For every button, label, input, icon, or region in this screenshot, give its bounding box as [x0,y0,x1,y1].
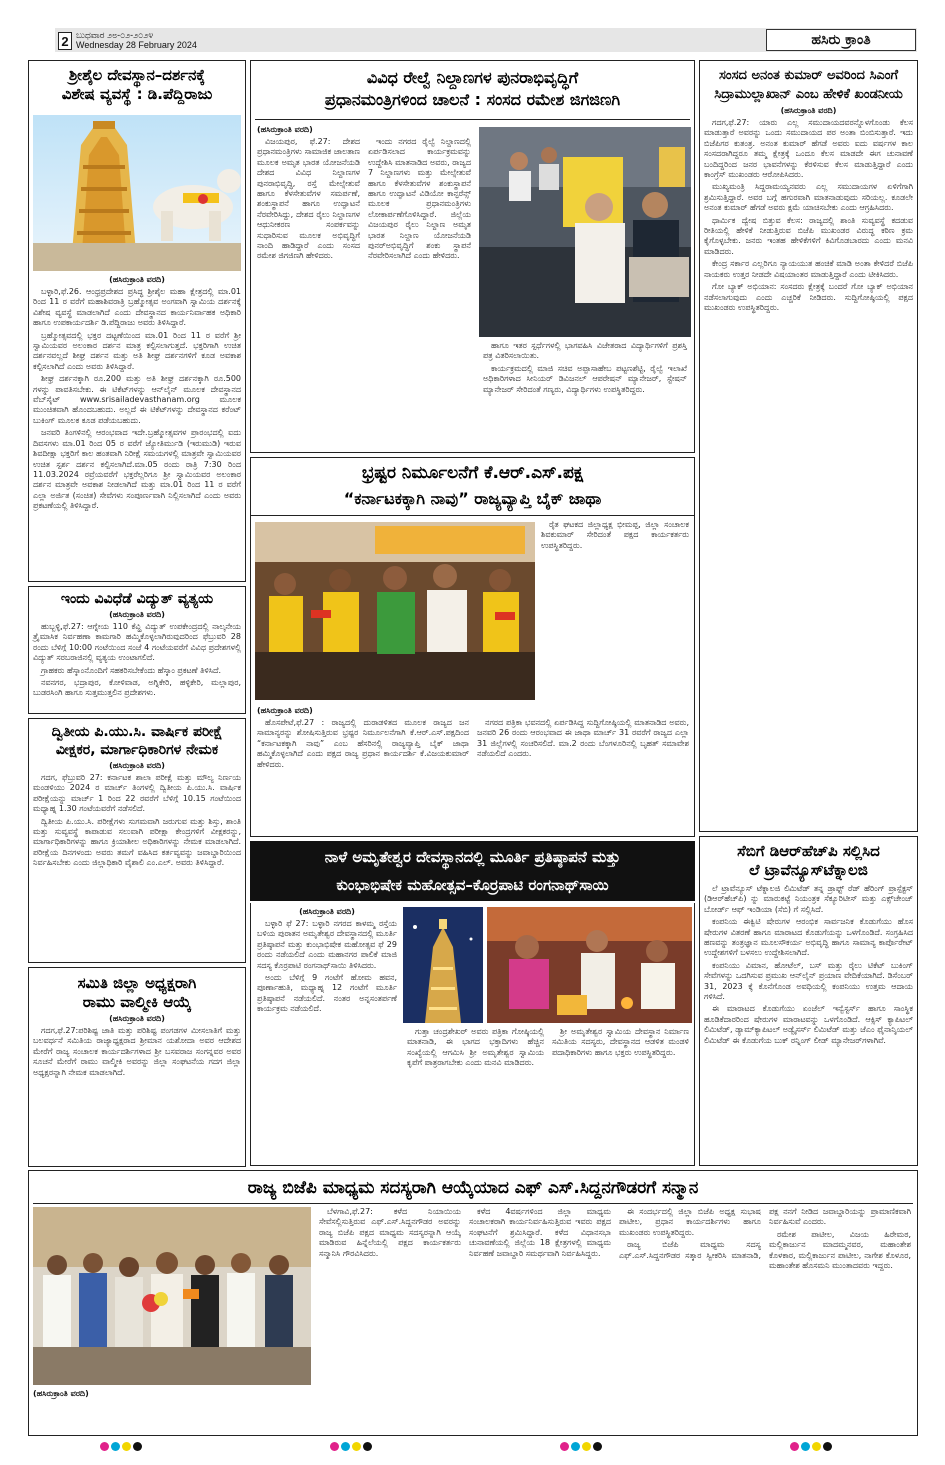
krs-body-right [537,520,693,553]
section-title: ಹಸಿರು ಕ್ರಾಂತಿ [766,29,916,51]
puc-credit: (ಹಸಿರುಕ್ರಾಂತಿ ವರದಿ) [109,761,165,770]
travel-body [700,884,917,1046]
registration-dot [352,1442,361,1451]
paragraph: ಗದಗ,ಫೆ.27: ಯಾರು ಎಲ್ಲ ಸಮುದಾಯದವರನ್ನೊಳಗೊಂಡು ಕೆಲಸ ಮಾಡುತ್ತಾರೆ ಅವರನ್ನು ಒಂದು ಸಮುದಾಯದ ಪರ ಅಂತಾ ಬಿಂಬಿಸುತ್ತಾರೆ. ಇದು ಬಿಜೆಪಿಗರ ಕುತಂತ್ರ. ಅನಂತ ಕುಮಾರ್ ಹೆಗಡೆ ಅವರು ಐದು ವರ್ಷಗಳ ಕಾಲ ಸಂಸದರಾಗಿದ್ದರೂ ತಮ್ಮ ಕ್ಷೇತ್ರಕ್ಕೆ ಒಂದೂ ಕೆಲಸ ಮಾಡದೇ ಈಗ ಚುನಾವಣೆ ಬಂದಿದ್ದರಿಂದ ಜನರ ಭಾವನೆಗಳನ್ನು ಕೆರಳಿಸುವ ಕೆಲಸ ಮಾಡುತ್ತಿದ್ದಾರೆ ಎಂದು ಕಾಂಗ್ರೆಸ್ ಮುಖಂಡರು ಆರೋಪಿಸಿದರು. [704,118,913,180]
railway-event-photo [479,127,691,337]
registration-dot [122,1442,131,1451]
paragraph: ಬಳ್ಳಾರಿ ಫೆ 27: ಬಳ್ಳಾರಿ ನಗರದ ಕಾಳಮ್ಮ ರಸ್ತೆಯ ಬಳಿಯ ಪುರಾತನ ಅಮೃತೇಶ್ವರ ದೇವಸ್ಥಾನದಲ್ಲಿ ಮೂರ್ತಿ ಪ್ರತಿಷ್ಠಾಪನೆ ಮತ್ತು ಕುಂಭಾಭಿಷೇಕ ಮಹೋತ್ಸವ ಫೆ 29 ರಂದು ನಡೆಯಲಿದೆ ಎಂದು ಮಹಾನಗರ ಪಾಲಿಕೆ ಮಾಜಿ ಸದಸ್ಯ ಕೊರ್ರಪಾಟಿ ರಂಗನಾಥ್‌ಸಾಯಿ ತಿಳಿಸಿದರು. [257,919,397,970]
paragraph: ಗದಗ, ಫೆಬ್ರುವರಿ 27: ಕರ್ನಾಟಕ ಶಾಲಾ ಪರೀಕ್ಷೆ ಮತ್ತು ಮೌಲ್ಯ ನಿರ್ಣಯ ಮಂಡಳಿಯು 2024 ರ ಮಾರ್ಚ್ ತಿಂಗಳಲ್ಲಿ ದ್ವಿತೀಯ ಪಿ.ಯು.ಸಿ. ವಾರ್ಷಿಕ ಪರೀಕ್ಷೆಯನ್ನು ಮಾರ್ಚ್ 1 ರಿಂದ 22 ರವರೆಗೆ ಬೆಳಿಗ್ಗೆ 10.15 ಗಂಟೆಯಿಂದ ಮಧ್ಯಾಹ್ನ 1.30 ಗಂಟೆಯವರೆಗೆ ನಡೆಸಲಿದೆ. [33,773,241,814]
article-travel-tech [699,836,918,1166]
travel-headline-1: ಸೆಬಿಗೆ ಡಿಆರ್‌ಹೆಚ್‌ಪಿ ಸಲ್ಲಿಸಿದ [737,842,880,860]
krs-credit: (ಹಸಿರುಕ್ರಾಂತಿ ವರದಿ) [257,706,313,715]
railway-body [253,137,475,449]
paragraph: ರಮೇಶ ಪಾಟೀಲ, ವಿಜಯ ಹಿರೇಮಠ, ಮಲ್ಲಿಕಾರ್ಜುನ ಮಾದಮ್ಮನವರ, ಮಹಾಂತೇಶ ಕೊಳಕಾರ, ಮಲ್ಲಿಕಾರ್ಜುನ ಪಾಟೀಲ, ನಾಗೇಶ ಕೊಳೂರ, ಮಹಾಂತೇಶ ಹೊಸಮನಿ ಮುಂತಾದವರು ಇದ್ದರು. [769,1229,911,1271]
registration-dot [330,1442,339,1451]
registration-dot [582,1442,591,1451]
paragraph: ಬಳ್ಳಾರಿ,ಫೆ.26. ಆಂಧ್ರಪ್ರದೇಶದ ಪ್ರಸಿದ್ಧ ಶ್ರೀಶೈಲ ಮಹಾ ಕ್ಷೇತ್ರದಲ್ಲಿ ಮಾ.01 ರಿಂದ 11 ರ ವರೆಗೆ ಮಹಾಶಿವರಾತ್ರಿ ಬ್ರಹ್ಮೋತ್ಸವ ಅಂಗವಾಗಿ ಸ್ವಾಮಿಯ ದರ್ಶನಕ್ಕೆ ವಿಶೇಷ ವ್ಯವಸ್ಥೆ ಮಾಡಲಾಗಿದೆ ಎಂದು ದೇವಸ್ಥಾನದ ಕಾರ್ಯನಿರ್ವಾಹಕ ಅಧಿಕಾರಿ ಹಾಗೂ ಉಪಕಾರ್ಯದರ್ಶಿ ಡಿ.ಪೆದ್ದಿರಾಜು ಅವರು ತಿಳಿಸಿದ್ದಾರೆ. [33,287,241,328]
article-amruteshwara [250,903,695,1166]
paragraph: ರಾಜ್ಯ ಬಿಜೆಪಿ ಮಾಧ್ಯಮ ಸದಸ್ಯ ಎಫ್.ಎಸ್.ಸಿದ್ದನಗೌಡರ ಸತ್ಕಾರ ಸ್ವೀಕರಿಸಿ ಮಾತನಾಡಿ, ಪಕ್ಷ ನನಗೆ ನೀಡಿದ ಜವಾಬ್ದಾರಿಯನ್ನು ಪ್ರಾಮಾಣಿಕವಾಗಿ ನಿರ್ವಹಿಸುವೆ ಎಂದರು. [619,1207,911,1260]
divider [33,1203,913,1204]
registration-dot [363,1442,372,1451]
amruteshwara-body-right [403,1027,693,1161]
travel-headline-2: ಲೆ ಟ್ರಾವೆನ್ಯೂಸ್‌ಟೆಕ್ನಾಲಜಿ [749,861,868,879]
amruteshwara-headline-1: ನಾಳೆ ಅಮೃತೇಶ್ವರ ದೇವಸ್ಥಾನದಲ್ಲಿ ಮೂರ್ತಿ ಪ್ರತಿಷ್ಠಾಪನೆ ಮತ್ತು [324,848,621,866]
power-credit: (ಹಸಿರುಕ್ರಾಂತಿ ವರದಿ) [109,610,165,619]
temple-night-photo [403,907,483,1023]
puc-body [29,773,245,869]
bjp-body [315,1207,915,1431]
paragraph: ವಿಜಯಪುರ, ಫೆ.27: ದೇಶದ ಪ್ರಧಾನಮಂತ್ರಿಗಳು ಸಾಮಾಜಿಕ ಜಾಲತಾಣ ಮೂಲಕ ಅಮೃತ ಭಾರತ ಯೋಜನೆಯಡಿ ದೇಶದ ವಿವಿಧ ನಿಲ್ದಾಣಗಳ ಪುನರಾಭಿವೃದ್ಧಿ, ರಸ್ತೆ ಮೇಲ್ಸೇತುವೆ ಹಾಗೂ ಕೆಳಸೇತುವೆಗಳ ಸಮರ್ಪಣೆ, ಶಂಕುಸ್ಥಾಪನೆ ಹಾಗೂ ಉದ್ಘಾಟನೆ ನೆರವೇರಿಸಿದ್ದು, ದೇಶದ ರೈಲು ನಿಲ್ದಾಣಗಳ ಆಧುನೀಕರಣ ಸಂಪರ್ಕವನ್ನು ಸುಧಾರಿಸುವ ಮೂಲಕ ಅಭಿವೃದ್ಧಿಗೆ ನಾಂದಿ ಹಾಡಿದ್ದಾರೆ ಎಂದು ಸಂಸದ ರಮೇಶ ಜಿಗಜಿಣಗಿ ಹೇಳಿದರು. [257,137,360,261]
samiti-body [29,1026,245,1078]
mp-credit: (ಹಸಿರುಕ್ರಾಂತಿ ವರದಿ) [780,106,837,115]
srisailam-headline-1: ಶ್ರೀಶೈಲ ದೇವಸ್ಥಾನ–ದರ್ಶನಕ್ಕೆ [68,66,206,84]
samiti-headline-1: ಸಮಿತಿ ಜಿಲ್ಲಾ ಅಧ್ಯಕ್ಷರಾಗಿ [77,974,197,992]
page-number: 2 [58,32,72,50]
paragraph: ಗ್ರಾಹಕರು ಹೆಸ್ಕಾಂನೊಂದಿಗೆ ಸಹಕರಿಸಬೇಕೆಂದು ಹೆಸ್ಕಾಂ ಪ್ರಕಟಣೆ ತಿಳಿಸಿದೆ. [41,665,221,675]
registration-marks [100,1442,142,1451]
paragraph: ಗುತ್ತಾ ಚಂದ್ರಶೇಖರ್ ಅವರು ಪತ್ರಿಕಾ ಗೋಷ್ಠಿಯಲ್ಲಿ ಮಾತನಾಡಿ, ಈ ಭಾಗದ ಭಕ್ತಾದಿಗಳು ಹೆಚ್ಚಿನ ಸಂಖ್ಯೆಯಲ್ಲಿ ಆಗಮಿಸಿ ಶ್ರೀ ಅಮೃತೇಶ್ವರ ಸ್ವಾಮಿಯ ಕೃಪೆಗೆ ಪಾತ್ರರಾಗಬೇಕು ಎಂದು ಮನವಿ ಮಾಡಿದರು. [407,1027,544,1068]
paragraph: ಕಂಪನಿಯ ಈಕ್ವಿಟಿ ಷೇರುಗಳ ಆರಂಭಿಕ ಸಾರ್ವಜನಿಕ ಕೊಡುಗೆಯು ಹೊಸ ಷೇರುಗಳ ವಿತರಣೆ ಹಾಗೂ ಮಾರಾಟದ ಕೊಡುಗೆಯನ್ನು ಒಳಗೊಂಡಿದೆ. ಸಂಗ್ರಹಿಸಿದ ಹಣವನ್ನು ತಂತ್ರಜ್ಞಾನ ಮೂಲಸೌಕರ್ಯ ಅಭಿವೃದ್ಧಿ ಹಾಗೂ ಸಾಮಾನ್ಯ ಕಾರ್ಪೊರೇಟ್ ಉದ್ದೇಶಗಳಿಗೆ ಬಳಸಲು ಉದ್ದೇಶಿಸಲಾಗಿದೆ. [704,917,913,958]
railway-headline-1: ವಿವಿಧ ರೇಲ್ವೆ ನಿಲ್ದಾಣಗಳ ಪುನರಾಭಿವೃದ್ಧಿಗೆ [366,68,579,87]
registration-dot [812,1442,821,1451]
felicitation-photo [33,1207,311,1385]
bjp-headline: ರಾಜ್ಯ ಬಿಜೆಪಿ ಮಾಧ್ಯಮ ಸದಸ್ಯರಾಗಿ ಆಯ್ಕೆಯಾದ ಎಫ್ ಎಸ್.ಸಿದ್ದನಗೌಡರಗೆ ಸನ್ಮಾನ [247,1178,699,1198]
paragraph: ನವನಗರ, ಭದ್ರಾಪುರ, ಕೋಳಿವಾಡ, ಅಗ್ನಿಕೇರಿ, ಹಳ್ಳಿಕೇರಿ, ಮಲ್ಲಾಪುರ, ಬುಡರಸಿಂಗಿ ಹಾಗೂ ಸುತ್ತಮುತ್ತಲಿನ ಪ್ರದೇಶಗಳು. [33,678,241,698]
paragraph: ಬ್ರಹ್ಮೋತ್ಸವದಲ್ಲಿ ಭಕ್ತರ ದಟ್ಟಣೆಯಿಂದ ಮಾ.01 ರಿಂದ 11 ರ ವರೆಗೆ ಶ್ರೀ ಸ್ವಾಮಿಯವರ ಅಲಂಕಾರ ದರ್ಶನ ಮಾತ್ರ ಕಲ್ಪಿಸಲಾಗುತ್ತದೆ. ಭಕ್ತರಿಗಾಗಿ ಉಚಿತ ದರ್ಶನವಲ್ಲದೆ ಶೀಘ್ರ ದರ್ಶನ ಮತ್ತು ಅತಿ ಶೀಘ್ರ ದರ್ಶನಗಳಿಗೆ ಕೂಡ ಅವಕಾಶ ಕಲ್ಪಿಸಲಾಗಿದೆ ಎಂದು ಅವರು ತಿಳಿಸಿದ್ದಾರೆ. [33,330,241,371]
article-mp-statement [699,60,918,832]
article-krs [250,457,695,837]
registration-dot [100,1442,109,1451]
registration-dot [571,1442,580,1451]
paragraph: ಇಂದು ನಗರದ ರೈಲ್ವೆ ನಿಲ್ದಾಣದಲ್ಲಿ ಏರ್ಪಡಿಸಲಾದ ಕಾರ್ಯಕ್ರಮವನ್ನು ಉದ್ದೇಶಿಸಿ ಮಾತನಾಡಿದ ಅವರು, ರಾಜ್ಯದ 7 ನಿಲ್ದಾಣಗಳು ಮತ್ತು ಮೇಲ್ಸೇತುವೆ ಹಾಗೂ ಕೆಳಸೇತುವೆಗಳ ಶಂಕುಸ್ಥಾಪನೆ ಹಾಗೂ ಉದ್ಘಾಟನೆ ವಿಡಿಯೋ ಕಾನ್ಫರೆನ್ಸ್ ಮೂಲಕ ಪ್ರಧಾನಮಂತ್ರಿಗಳು ಲೋಕಾರ್ಪಣೆಗೊಳಿಸಿದ್ದಾರೆ. ಜಿಲ್ಲೆಯ ವಿಜಯಪುರ ರೈಲು ನಿಲ್ದಾಣ ಅಮೃತ ಭಾರತ ನಿಲ್ದಾಣ ಯೋಜನೆಯಡಿ ಪುನರ್‌ಅಭಿವೃದ್ಧಿಗೆ ಶಂಕು ಸ್ಥಾಪನೆ ನೆರವೇರಿಸಲಾಗಿದೆ ಎಂದು ಹೇಳಿದರು. [368,137,471,261]
paragraph: ಈ ಮಾರಾಟದ ಕೊಡುಗೆಯು ಏಂಜೆಲ್ ಇನ್ವೆಸ್ಟರ್ಸ್ ಹಾಗೂ ಸಾಂಸ್ಥಿಕ ಹೂಡಿಕೆದಾರರಿಂದ ಷೇರುಗಳ ಮಾರಾಟವನ್ನು ಒಳಗೊಂಡಿದೆ. ಆಕ್ಸಿಸ್ ಕ್ಯಾಪಿಟಲ್ ಲಿಮಿಟೆಡ್, ಡ್ಯಾಮ್‌ಕ್ಯಾಪಿಟಲ್ ಅಡ್ವೈಸರ್ಸ್ ಲಿಮಿಟೆಡ್ ಮತ್ತು ಜೆಎಂ ಫೈನಾನ್ಶಿಯಲ್ ಲಿಮಿಟೆಡ್ ಈ ಕೊಡುಗೆಯ ಬುಕ್ ರನ್ನಿಂಗ್ ಲೀಡ್ ಮ್ಯಾನೇಜರ್‌ಗಳಾಗಿವೆ. [704,1004,913,1045]
registration-dot [593,1442,602,1451]
paragraph: ಗದಗ,ಫೆ.27:ಪರಿಶಿಷ್ಟ ಜಾತಿ ಮತ್ತು ಪರಿಶಿಷ್ಟ ಪಂಗಡಗಳ ಮೀಸಲಾತಿಗೆ ಮತ್ತು ಬಲವರ್ಧನೆ ಸಮಿತಿಯ ರಾಜ್ಯಾಧ್ಯಕ್ಷರಾದ ಶ್ರೀಮಾನ ಯಶೋದಾ ಅವರ ಆದೇಶದ ಮೇರೆಗೆ ರಾಜ್ಯ ಸಂಚಾಲಕ ಕಾರ್ಯದರ್ಶಿಗಳಾದ ಶ್ರೀ ಬಸವರಾಜ ಸಂಗನ್ನವರ ಅವರ ಸೂಚನೆ ಮೇರೆಗೆ ರಾಮು ವಾಲ್ಮೀಕಿ ಅವರನ್ನು ಜಿಲ್ಲಾ ಸಂಘಟನೆಯ ಗದಗ ಜಿಲ್ಲಾ ಅಧ್ಯಕ್ಷರನ್ನಾಗಿ ನೇಮಕ ಮಾಡಲಾಗಿದೆ. [33,1026,241,1077]
amruteshwara-body [253,919,401,1015]
paragraph: ದ್ವಿತೀಯ ಪಿ.ಯು.ಸಿ. ಪರೀಕ್ಷೆಗಳು ಸುಗಮವಾಗಿ ಜರುಗುವ ಮತ್ತು ಶಿಸ್ತು, ಶಾಂತಿ ಮತ್ತು ಸುವ್ಯವಸ್ಥೆ ಕಾಪಾಡುವ ಸಲುವಾಗಿ ಪರೀಕ್ಷಾ ಕೇಂದ್ರಗಳಿಗೆ ವೀಕ್ಷಕರನ್ನು, ಮಾರ್ಗಾಧಿಕಾರಿಗಳನ್ನು ಹಾಗೂ ಕ್ರಿಯಾಶೀಲ ಅಧಿಕಾರಿಗಳನ್ನು ನೇಮಕ ಮಾಡಲಾಗಿದೆ. ಪರೀಕ್ಷೆಯ ದಿನಗಳಂದು ಅವರು ತಮಗೆ ವಹಿಸಿದ ಕರ್ತವ್ಯವನ್ನು ಜವಾಬ್ದಾರಿಯಿಂದ ನಿರ್ವಹಿಸಬೇಕು ಎಂದು ಜಿಲ್ಲಾಧಿಕಾರಿ ವೈಶಾಲಿ ಎಂ.ಎಲ್. ಅವರು ತಿಳಿಸಿದ್ದಾರೆ. [33,816,241,868]
paragraph: ಶ್ರೀ ಅಮೃತೇಶ್ವರ ಸ್ವಾಮಿಯ ದೇವಸ್ಥಾನ ನಿರ್ಮಾಣ ಸಮಿತಿಯ ಸದಸ್ಯರು, ದೇವಸ್ಥಾನದ ಆಡಳಿತ ಮಂಡಳಿ ಪದಾಧಿಕಾರಿಗಳು ಹಾಗೂ ಭಕ್ತರು ಉಪಸ್ಥಿತರಿದ್ದರು. [552,1027,689,1057]
krs-headline-2: “ಕರ್ನಾಟಕಕ್ಕಾಗಿ ನಾವು” ರಾಜ್ಯವ್ಯಾಪ್ತಿ ಬೈಕ್ ಜಾಥಾ [343,489,602,508]
bjp-credit: (ಹಸಿರುಕ್ರಾಂತಿ ವರದಿ) [33,1389,89,1398]
samiti-headline-2: ರಾಮು ವಾಲ್ಮೀಕಿ ಆಯ್ಕೆ [82,993,192,1011]
power-body [29,622,245,699]
dateline [76,30,197,50]
srisailam-body [29,287,245,512]
article-power-cut [28,586,246,714]
pooja-ceremony-photo [487,907,692,1023]
mp-headline: ಸಂಸದ ಅನಂತ ಕುಮಾರ್ ಅವರಿಂದ ಸಿಎಂಗೆ ಸಿದ್ರಾಮುಲ್ಲಾಖಾನ್ ಎಂಬ ಹೇಳಿಕೆ ಖಂಡನೀಯ [714,68,903,102]
samiti-credit: (ಹಸಿರುಕ್ರಾಂತಿ ವರದಿ) [109,1014,165,1023]
paragraph: ಗೋ ಬ್ಯಾಕ್ ಅಭಿಯಾನ: ಸಂಸದರು ಕ್ಷೇತ್ರಕ್ಕೆ ಬಂದರೆ ಗೋ ಬ್ಯಾಕ್ ಅಭಿಯಾನ ನಡೆಸಲಾಗುವುದು ಎಂದು ಎಚ್ಚರಿಕೆ ನೀಡಿದರು. ಸುದ್ದಿಗೋಷ್ಠಿಯಲ್ಲಿ ಪಕ್ಷದ ಮುಖಂಡರು ಉಪಸ್ಥಿತರಿದ್ದರು. [704,282,913,312]
railway-credit: (ಹಸಿರುಕ್ರಾಂತಿ ವರದಿ) [257,125,313,134]
paragraph: ನಗರದ ಪತ್ರಿಕಾ ಭವನದಲ್ಲಿ ಏರ್ಪಡಿಸಿದ್ದ ಸುದ್ದಿಗೋಷ್ಠಿಯಲ್ಲಿ ಮಾತನಾಡಿದ ಅವರು, ಜನವರಿ 26 ರಂದು ಆರಂಭವಾದ ಈ ಜಾಥಾ ಮಾರ್ಚ್ 31 ರವರೆಗೆ ರಾಜ್ಯದ ಎಲ್ಲಾ 31 ಜಿಲ್ಲೆಗಳಲ್ಲಿ ಸಂಚರಿಸಲಿದೆ. ಮಾ.2 ರಂದು ಬೆಂಗಳೂರಿನಲ್ಲಿ ಬೃಹತ್ ಸಮಾವೇಶ ನಡೆಯಲಿದೆ ಎಂದರು. [477,718,689,759]
paragraph: ಅಂದು ಬೆಳಿಗ್ಗೆ 9 ಗಂಟೆಗೆ ಹೋಮ ಹವನ, ಪೂರ್ಣಾಹುತಿ, ಮಧ್ಯಾಹ್ನ 12 ಗಂಟೆಗೆ ಮೂರ್ತಿ ಪ್ರತಿಷ್ಠಾಪನೆ ನಡೆಯಲಿದೆ. ನಂತರ ಅನ್ನಸಂತರ್ಪಣೆ ಕಾರ್ಯಕ್ರಮ ನಡೆಯಲಿದೆ. [257,973,397,1014]
paragraph: ಧಾರ್ಮಿಕ ದ್ವೇಷ ಬಿತ್ತುವ ಕೆಲಸ: ರಾಜ್ಯದಲ್ಲಿ ಶಾಂತಿ ಸುವ್ಯವಸ್ಥೆ ಕದಡುವ ರೀತಿಯಲ್ಲಿ ಹೇಳಿಕೆ ನೀಡುತ್ತಿರುವ ಬಿಜೆಪಿ ಮುಖಂಡರ ವಿರುದ್ಧ ಕಠಿಣ ಕ್ರಮ ಕೈಗೊಳ್ಳಬೇಕು. ಜನರು ಇಂತಹ ಹೇಳಿಕೆಗಳಿಗೆ ಕಿವಿಗೊಡಬಾರದು ಎಂದು ಮನವಿ ಮಾಡಿದರು. [704,215,913,256]
paragraph: ಲೆ ಟ್ರಾವೆನ್ಯೂಸ್ ಟೆಕ್ನಾಲಜಿ ಲಿಮಿಟೆಡ್ ತನ್ನ ಡ್ರಾಫ್ಟ್ ರೆಡ್ ಹೆರಿಂಗ್ ಪ್ರಾಸ್ಪೆಕ್ಟಸ್ (ಡಿಆರ್‌ಹೆಚ್‌ಪಿ) ನ್ನು ಮಾರುಕಟ್ಟೆ ನಿಯಂತ್ರಕ ಸೆಕ್ಯೂರಿಟೀಸ್ ಮತ್ತು ಎಕ್ಸ್‌ಚೇಂಜ್ ಬೋರ್ಡ್ ಆಫ್ ಇಂಡಿಯಾ (ಸೆಬಿ) ಗೆ ಸಲ್ಲಿಸಿದೆ. [704,884,913,914]
amruteshwara-headline-2: ಕುಂಭಾಭಿಷೇಕ ಮಹೋತ್ಸವ–ಕೊರ್ರಪಾಟಿ ರಂಗನಾಥ್‌ಸಾಯಿ [336,876,609,894]
registration-dot [133,1442,142,1451]
amruteshwara-banner [250,841,695,901]
date-kannada: ಬುಧವಾರ ೨೮-೦೨-೨೦೨೪ [76,30,154,40]
paragraph: ಶೀಘ್ರ ದರ್ಶನಕ್ಕಾಗಿ ರೂ.200 ಮತ್ತು ಅತಿ ಶೀಘ್ರ ದರ್ಶನಕ್ಕಾಗಿ ರೂ.500 ಗಳನ್ನು ಪಾವತಿಸಬೇಕು. ಈ ಟಿಕೆಟ್‌ಗಳನ್ನು ಆನ್‌ಲೈನ್ ಮೂಲಕ ದೇವಸ್ಥಾನದ ವೆಬ್‌ಸೈಟ್ www.srisailadevasthanam.org ಮೂಲಕ ಮುಂಚಿತವಾಗಿ ಹೊಂದಬಹುದು. ಅಲ್ಲದೆ ಈ ಟಿಕೆಟ್‌ಗಳನ್ನು ದೇವಸ್ಥಾನದ ಕರೆಂಟ್ ಬುಕಿಂಗ್ ಮೂಲಕ ಕೂಡ ಪಡೆಯಬಹುದು. [33,374,241,425]
mp-body [700,118,917,313]
article-puc-exam [28,718,246,963]
paragraph: ಕಂಪನಿಯು ವಿಮಾನ, ಹೋಟೆಲ್, ಬಸ್ ಮತ್ತು ರೈಲು ಟಿಕೆಟ್ ಬುಕಿಂಗ್ ಸೇವೆಗಳನ್ನು ಒದಗಿಸುವ ಪ್ರಮುಖ ಆನ್‌ಲೈನ್ ಪ್ರಯಾಣ ವೇದಿಕೆಯಾಗಿದೆ. ಡಿಸೆಂಬರ್ 31, 2023 ಕ್ಕೆ ಕೊನೆಗೊಂಡ ಅವಧಿಯಲ್ಲಿ ಕಂಪನಿಯು ಉತ್ತಮ ಆದಾಯ ಗಳಿಸಿದೆ. [704,960,913,1002]
paragraph: ಕಳೆದ 4ವರ್ಷಗಳಿಂದ ಜಿಲ್ಲಾ ಮಾಧ್ಯಮ ಸಂಚಾಲಕರಾಗಿ ಕಾರ್ಯನಿರ್ವಹಿಸುತ್ತಿರುವ ಇವರು ಪಕ್ಷದ ಸಂಘಟನೆಗೆ ಶ್ರಮಿಸಿದ್ದಾರೆ. ಕಳೆದ ವಿಧಾನಸಭಾ ಚುನಾವಣೆಯಲ್ಲಿ ಜಿಲ್ಲೆಯ 18 ಕ್ಷೇತ್ರಗಳಲ್ಲಿ ಮಾಧ್ಯಮ ನಿರ್ವಹಣೆ ಜವಾಬ್ದಾರಿ ಸಮರ್ಥವಾಗಿ ನಿರ್ವಹಿಸಿದ್ದರು. [469,1207,611,1258]
krs-body [253,718,693,836]
paragraph: ಕಾರ್ಯಕ್ರಮದಲ್ಲಿ ಮಾಜಿ ಸಚಿವ ಅಪ್ಪಾಸಾಹೇಬ ಪಟ್ಟಣಶೆಟ್ಟಿ, ರೈಲ್ವೆ ಇಲಾಖೆ ಅಧಿಕಾರಿಗಳಾದ ಸೀನಿಯರ್ ಡಿವಿಜನಲ್ ಆಪರೇಷನ್ ಮ್ಯಾನೇಜರ್, ಸ್ಟೇಷನ್ ಮ್ಯಾನೇಜರ್ ಸೇರಿದಂತೆ ಗಣ್ಯರು, ವಿದ್ಯಾರ್ಥಿಗಳು ಉಪಸ್ಥಿತರಿದ್ದರು. [483,363,687,394]
divider [255,119,690,120]
registration-marks [560,1442,602,1451]
paragraph: ಕೇಂದ್ರ ಸರ್ಕಾರ ಎಲ್ಲರಿಗೂ ನ್ಯಾಯಯುತ ಹಂಚಿಕೆ ಮಾಡಿ ಅಂತಾ ಕೇಳಿದರೆ ಬಿಜೆಪಿ ನಾಯಕರು ಉತ್ತರ ನೀಡದೇ ವಿಷಯಾಂತರ ಮಾಡುತ್ತಿದ್ದಾರೆ ಎಂದು ಟೀಕಿಸಿದರು. [704,259,913,279]
paragraph: ಹುಬ್ಬಳ್ಳಿ,ಫೆ.27: ಆಗ್ನೇಯ 110 ಕೆವ್ಹಿ ವಿದ್ಯುತ್ ಉಪಕೇಂದ್ರದಲ್ಲಿ ನಾಲ್ಕನೇಯ ತ್ರೈಮಾಸಿಕ ನಿರ್ವಹಣಾ ಕಾಮಗಾರಿ ಹಮ್ಮಿಕೊಳ್ಳಲಾಗಿರುವುದರಿಂದ ಫೆಬ್ರುವರಿ 28 ರಂದು ಬೆಳಿಗ್ಗೆ 10:00 ಗಂಟೆಯಿಂದ ಸಂಜೆ 4 ಗಂಟೆಯವರೆಗೆ ವಿವಿಧ ಪ್ರದೇಶಗಳಲ್ಲಿ ವಿದ್ಯುತ್ ಸರಬರಾಜಿನಲ್ಲಿ ವ್ಯತ್ಯಯ ಉಂಟಾಗಲಿದೆ. [33,622,241,663]
krs-headline-1: ಭ್ರಷ್ಟರ ನಿರ್ಮೂಲನೆಗೆ ಕೆ.ಆರ್.ಎಸ್.ಪಕ್ಷ [361,463,584,483]
puc-headline-2: ವೀಕ್ಷಕರ, ಮಾರ್ಗಾಧಿಕಾರಿಗಳ ನೇಮಕ [55,742,219,758]
srisailam-credit: (ಹಸಿರುಕ್ರಾಂತಿ ವರದಿ) [109,275,165,284]
article-srisailam [28,60,246,582]
date-english: Wednesday 28 February 2024 [76,40,197,50]
article-bjp-felicitation [28,1170,918,1436]
registration-dot [111,1442,120,1451]
puc-headline-1: ದ್ವಿತೀಯ ಪಿ.ಯು.ಸಿ. ವಾರ್ಷಿಕ ಪರೀಕ್ಷೆ [51,724,223,740]
paragraph: ರೈತ ಘಟಕದ ಜಿಲ್ಲಾಧ್ಯಕ್ಷ ಭೀಮಪ್ಪ, ಜಿಲ್ಲಾ ಸಂಚಾಲಕ ಶಿವಕುಮಾರ್ ಸೇರಿದಂತೆ ಪಕ್ಷದ ಕಾರ್ಯಕರ್ತರು ಉಪಸ್ಥಿತರಿದ್ದರು. [541,520,689,550]
power-headline: ಇಂದು ವಿವಿಧೆಡೆ ವಿದ್ಯುತ್ ವ್ಯತ್ಯಯ [60,591,214,607]
article-railway [250,60,695,453]
registration-marks [790,1442,832,1451]
railway-headline-2: ಪ್ರಧಾನಮಂತ್ರಿಗಳಿಂದ ಚಾಲನೆ : ಸಂಸದ ರಮೇಶ ಜಿಗಜಿಣಗಿ [324,90,621,109]
amruteshwara-credit: (ಹಸಿರುಕ್ರಾಂತಿ ವರದಿ) [299,907,355,916]
paragraph: ಈ ಸಂದರ್ಭದಲ್ಲಿ ಜಿಲ್ಲಾ ಬಿಜೆಪಿ ಅಧ್ಯಕ್ಷ ಸುಭಾಷ ಪಾಟೀಲ, ಪ್ರಧಾನ ಕಾರ್ಯದರ್ಶಿಗಳು ಹಾಗೂ ಮುಖಂಡರು ಉಪಸ್ಥಿತರಿದ್ದರು. [619,1207,761,1237]
krs-headline-block [251,458,694,516]
paragraph: ಬೆಳಗಾವಿ,ಫೆ.27: ಕಳೆದ ನಿಯಾಯಿಯ ಸೇವೆಸಲ್ಲಿಸುತ್ತಿರುವ ಎಫ್.ಎಸ್.ಸಿದ್ದನಗೌಡರ ಅವರನ್ನು ರಾಜ್ಯ ಬಿಜೆಪಿ ಪಕ್ಷದ ಮಾಧ್ಯಮ ಸದಸ್ಯರನ್ನಾಗಿ ಆಯ್ಕೆ ಮಾಡಿರುವ ಹಿನ್ನೆಲೆಯಲ್ಲಿ ಪಕ್ಷದ ಕಾರ್ಯಕರ್ತರು ಸನ್ಮಾನಿಸಿ ಗೌರವಿಸಿದರು. [319,1207,461,1258]
article-samiti [28,967,246,1167]
temple-gopuram-photo [33,115,241,271]
srisailam-headline-2: ವಿಶೇಷ ವ್ಯವಸ್ಥೆ : ಡಿ.ಪೆದ್ದಿರಾಜು [61,85,213,103]
paragraph: ಹೊಸಪೇಟೆ,ಫೆ.27 : ರಾಜ್ಯದಲ್ಲಿ ದುರಾಡಳಿತದ ಮೂಲಕ ರಾಜ್ಯದ ಜನ ಸಾಮಾನ್ಯರನ್ನು ಶೋಷಿಸುತ್ತಿರುವ ಭ್ರಷ್ಟರ ನಿರ್ಮೂಲನೆಗಾಗಿ ಕೆ.ಆರ್.ಎಸ್.ಪಕ್ಷದಿಂದ “ಕರ್ನಾಟಕಕ್ಕಾಗಿ ನಾವು” ಎಂಬ ಹೆಸರಿನಲ್ಲಿ ರಾಜ್ಯವ್ಯಾಪ್ತಿ ಬೈಕ್ ಜಾಥಾ ಹಮ್ಮಿಕೊಳ್ಳಲಾಗಿದೆ ಎಂದು ಪಕ್ಷದ ರಾಜ್ಯ ಪ್ರಧಾನ ಕಾರ್ಯದರ್ಶಿ ಕೆ.ವಿಜಯಕುಮಾರ್ ಹೇಳಿದರು. [257,718,469,769]
paragraph: ಹಾಗೂ ಇತರ ಸ್ಪರ್ಧೆಗಳಲ್ಲಿ ಭಾಗವಹಿಸಿ ವಿಜೇತರಾದ ವಿದ್ಯಾರ್ಥಿಗಳಿಗೆ ಪ್ರಶಸ್ತಿ ಪತ್ರ ವಿತರಿಸಲಾಯಿತು. [483,341,687,361]
registration-dot [341,1442,350,1451]
registration-dot [801,1442,810,1451]
registration-marks [330,1442,372,1451]
registration-dot [823,1442,832,1451]
paragraph: ಜನವರಿ ತಿಂಗಳಿನಲ್ಲಿ ಆರಂಭವಾದ ಇದೇ.ಬ್ರಹ್ಮೋತ್ಸವಗಳ ಪ್ರಾರಂಭದಲ್ಲಿ ಐದು ದಿವಸಗಳು ಮಾ.01 ರಿಂದ 05 ರ ವರೆಗೆ ಜ್ಯೋತಿರ್ಮುಡಿ (ಇರುಮುಡಿ) ಇರುವ ಶಿವದೀಕ್ಷಾ ಭಕ್ತರಿಗೆ ಕಾಲ ಹಂತವಾಗಿ ನಿರೀಕ್ಷೆ ಸಮಯಗಳಲ್ಲಿ ಮಾತ್ರವೇ ಸ್ವಾಮಿಯವರ ಉಚಿತ ಸ್ಪರ್ಶ ದರ್ಶನ ಕಲ್ಪಿಸಲಾಗಿದೆ.ಮಾ.05 ರಂದು ರಾತ್ರಿ 7:30 ರಿಂದ 11.03.2024 ರವ್ರೆಯವರೆಗೆ ಭಕ್ತರೆಲ್ಲರಿಗೂ ಶ್ರೀ ಸ್ವಾಮಿಯವರ ಅಲಂಕಾರ ದರ್ಶನ ಮಾತ್ರವೇ ಅವಕಾಶ ನೀಡಲಾಗಿದೆ ಮತ್ತು ಮಾ.01 ರಿಂದ 11 ರ ವರೆಗೆ ಎಲ್ಲಾ ಅರ್ಜಿತ (ಸಂಚಿತ) ಸೇವೆಗಳು ಸಂಪೂರ್ಣವಾಗಿ ನಿಲ್ಲಿಸಲಾಗಿದೆ ಎಂದು ಅವರು ಪ್ರಕಟಣೆಯಲ್ಲಿ ತಿಳಿಸಿದ್ದಾರೆ. [33,428,241,511]
railway-body-right [479,341,691,397]
krs-press-meet-photo [255,522,535,700]
registration-dot [560,1442,569,1451]
paragraph: ಮುಖ್ಯಮಂತ್ರಿ ಸಿದ್ದರಾಮಯ್ಯನವರು ಎಲ್ಲ ಸಮುದಾಯಗಳ ಏಳಿಗೆಗಾಗಿ ಶ್ರಮಿಸುತ್ತಿದ್ದಾರೆ. ಅವರ ಬಗ್ಗೆ ಹಗುರವಾಗಿ ಮಾತನಾಡುವುದು ಸರಿಯಲ್ಲ. ಕೂಡಲೇ ಅನಂತ ಕುಮಾರ್ ಹೆಗಡೆ ಅವರು ಕ್ಷಮೆ ಯಾಚಿಸಬೇಕು ಎಂದು ಆಗ್ರಹಿಸಿದರು. [704,182,913,213]
registration-dot [790,1442,799,1451]
